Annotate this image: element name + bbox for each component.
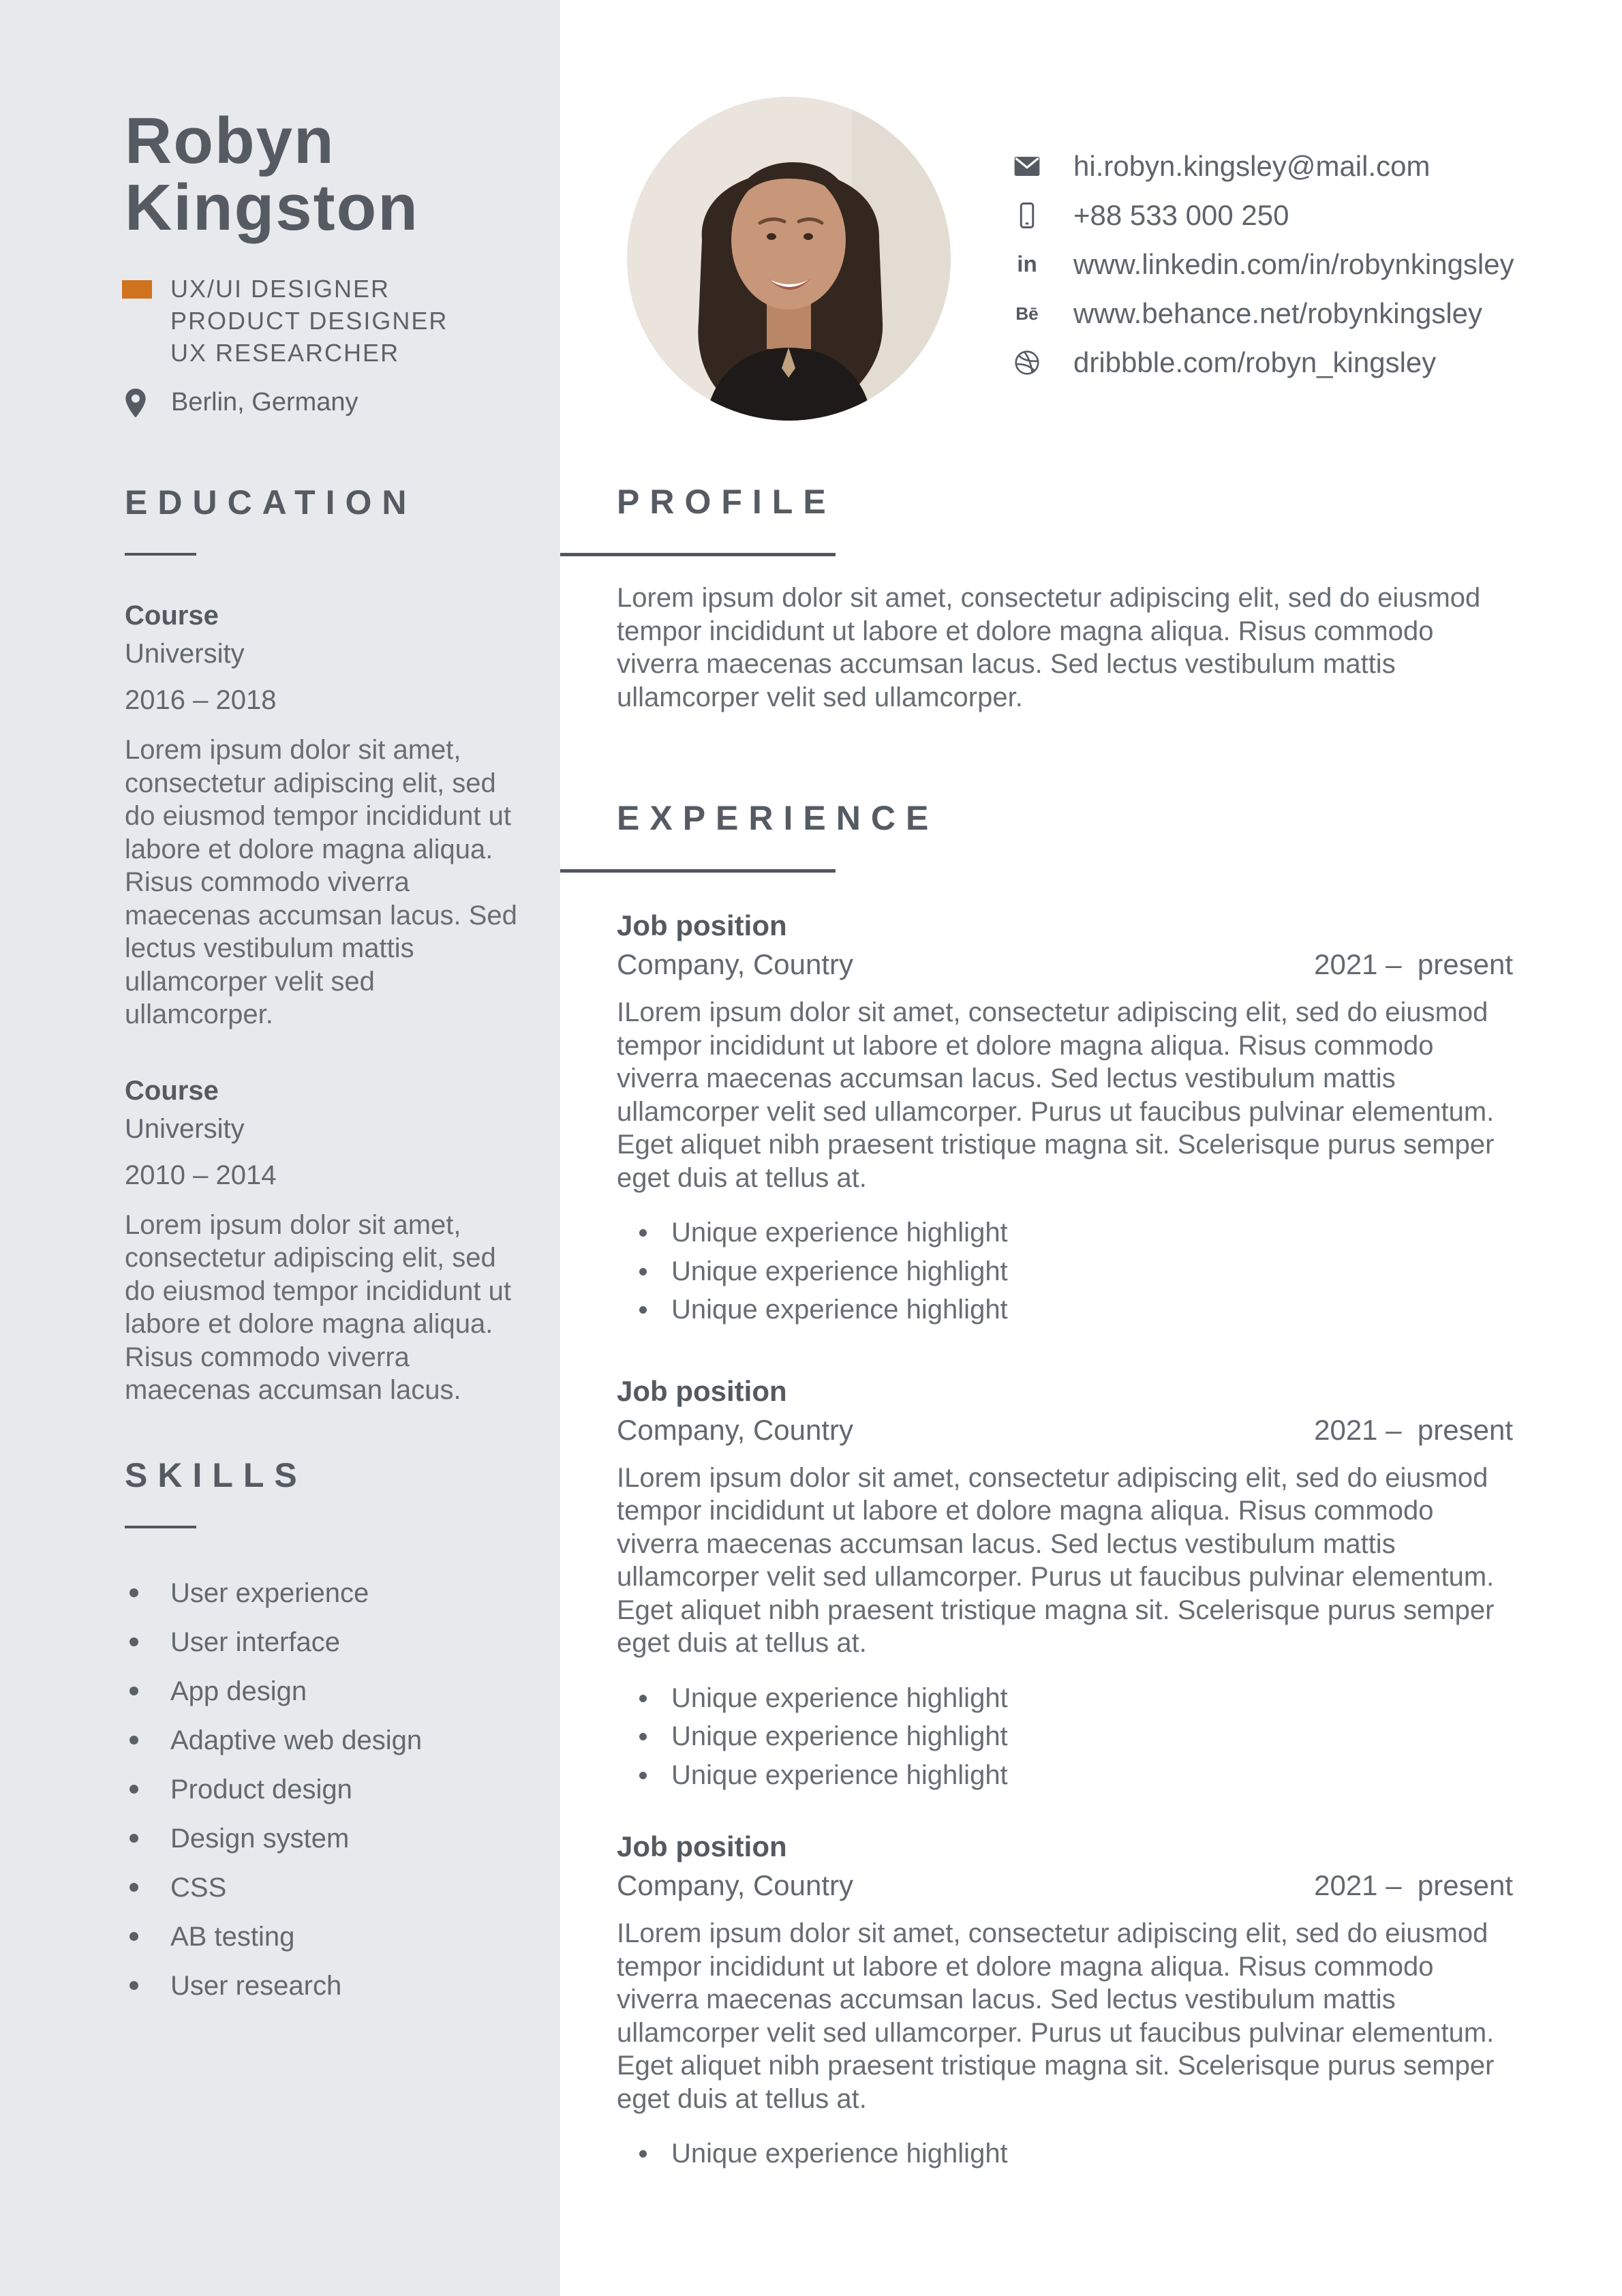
education-course: Course	[125, 601, 219, 631]
skill-item: App design	[125, 1675, 521, 1708]
job-title-line: UX/UI DESIGNER	[170, 275, 391, 303]
job-highlight: Unique experience highlight	[617, 1255, 1513, 1288]
job-highlight: Unique experience highlight	[617, 1720, 1513, 1753]
skill-item: Adaptive web design	[125, 1724, 521, 1757]
skill-item: User experience	[125, 1577, 521, 1610]
linkedin-icon	[1011, 250, 1043, 280]
job-company: Company, Country	[617, 1869, 854, 1901]
education-school: University	[125, 1113, 245, 1144]
job-dates: 2021 – present	[1314, 1869, 1513, 1901]
job-dates: 2021 – present	[1314, 948, 1513, 980]
dribbble-icon	[1011, 348, 1043, 378]
education-section	[125, 485, 521, 1407]
experience-heading-rule	[560, 869, 836, 873]
job-meta	[617, 948, 1513, 982]
education-heading: EDUCATION	[125, 483, 417, 522]
contact-row-linkedin	[1011, 249, 1514, 280]
accent-square-icon	[122, 280, 152, 299]
profile-heading-rule	[560, 553, 836, 556]
person-name	[125, 104, 521, 244]
education-dates: 2016 – 2018	[125, 685, 277, 715]
job-highlights	[617, 1682, 1513, 1792]
job-title-line: UX RESEARCHER	[170, 339, 400, 367]
linkedin-text[interactable]: www.linkedin.com/in/robynkingsley	[1073, 248, 1514, 280]
education-dates: 2010 – 2014	[125, 1160, 277, 1190]
experience-section	[617, 801, 1513, 2171]
profile-photo	[627, 97, 951, 421]
job-dates: 2021 – present	[1314, 1413, 1513, 1446]
education-description: Lorem ipsum dolor sit amet, consectetur adipiscing elit, sed do eiusmod tempor incididunt ut labore et dolore magna aliqua. Risus commodo viverra maecenas accumsan lacus. Sed lectus vestibulum mattis ullamcorper velit sed ullamcorper.	[125, 735, 517, 1029]
job-titles	[125, 273, 521, 369]
education-heading-rule	[125, 553, 196, 556]
location	[125, 388, 521, 417]
job-highlight: Unique experience highlight	[617, 1682, 1513, 1715]
phone-icon	[1011, 200, 1043, 230]
job-meta	[617, 1869, 1513, 1903]
phone-text[interactable]: +88 533 000 250	[1073, 199, 1289, 231]
behance-text[interactable]: www.behance.net/robynkingsley	[1073, 297, 1483, 329]
education-description: Lorem ipsum dolor sit amet, consectetur adipiscing elit, sed do eiusmod tempor incididunt ut labore et dolore magna aliqua. Risus commodo viverra maecenas accumsan lacus.	[125, 1209, 511, 1405]
header	[617, 0, 1513, 421]
contact-row-dribbble	[1011, 347, 1514, 378]
job-title-line: PRODUCT DESIGNER	[170, 307, 448, 335]
profile-photo-illustration	[627, 97, 951, 421]
contact-row-behance	[1011, 298, 1514, 329]
svg-text:in: in	[1017, 252, 1037, 277]
job-description: ILorem ipsum dolor sit amet, consectetur adipiscing elit, sed do eiusmod tempor incididunt ut labore et dolore magna aliqua. Risus commodo viverra maecenas accumsan lacus. Sed lectus vestibulum mattis ullamcorper velit sed ullamcorper. Purus ut faucibus pulvinar elementum. Eget aliquet nibh praesent tristique magna sit. Scelerisque purus semper eget duis at tellus at.	[617, 1918, 1495, 2114]
skills-heading-rule	[125, 1526, 196, 1528]
job-highlight: Unique experience highlight	[617, 1216, 1513, 1250]
job-company: Company, Country	[617, 948, 854, 980]
job-meta	[617, 1413, 1513, 1447]
contact-row-phone	[1011, 200, 1514, 231]
skill-item: Product design	[125, 1773, 521, 1806]
main-column	[560, 0, 1622, 2296]
experience-heading: EXPERIENCE	[617, 799, 939, 837]
skill-item: CSS	[125, 1871, 521, 1904]
job-entry	[617, 909, 1513, 1327]
job-highlight: Unique experience highlight	[617, 1759, 1513, 1792]
job-position-title: Job position	[617, 1830, 787, 1862]
job-position-title: Job position	[617, 1374, 787, 1407]
skills-list	[125, 1577, 521, 2002]
skills-heading: SKILLS	[125, 1455, 307, 1494]
job-description: ILorem ipsum dolor sit amet, consectetur adipiscing elit, sed do eiusmod tempor incididunt ut labore et dolore magna aliqua. Risus commodo viverra maecenas accumsan lacus. Sed lectus vestibulum mattis ullamcorper velit sed ullamcorper. Purus ut faucibus pulvinar elementum. Eget aliquet nibh praesent tristique magna sit. Scelerisque purus semper eget duis at tellus at.	[617, 997, 1495, 1193]
skill-item: User research	[125, 1969, 521, 2002]
education-school: University	[125, 639, 245, 669]
job-description: ILorem ipsum dolor sit amet, consectetur adipiscing elit, sed do eiusmod tempor incididunt ut labore et dolore magna aliqua. Risus commodo viverra maecenas accumsan lacus. Sed lectus vestibulum mattis ullamcorper velit sed ullamcorper. Purus ut faucibus pulvinar elementum. Eget aliquet nibh praesent tristique magna sit. Scelerisque purus semper eget duis at tellus at.	[617, 1462, 1495, 1658]
job-highlights	[617, 1216, 1513, 1327]
job-highlight: Unique experience highlight	[617, 1293, 1513, 1327]
skill-item: User interface	[125, 1626, 521, 1659]
profile-heading: PROFILE	[617, 483, 836, 521]
dribbble-text[interactable]: dribbble.com/robyn_kingsley	[1073, 346, 1437, 378]
profile-section	[617, 485, 1513, 714]
job-entry	[617, 1374, 1513, 1792]
job-highlights	[617, 2137, 1513, 2171]
person-last-name: Kingston	[125, 171, 419, 244]
behance-icon	[1011, 299, 1043, 329]
location-text: Berlin, Germany	[171, 388, 358, 417]
location-pin-icon	[125, 389, 147, 417]
education-course: Course	[125, 1075, 219, 1106]
job-entry	[617, 1830, 1513, 2171]
sidebar	[0, 0, 560, 2296]
skills-section	[125, 1455, 521, 2002]
education-item	[125, 1074, 521, 1407]
job-position-title: Job position	[617, 909, 787, 941]
email-text[interactable]: hi.robyn.kingsley@mail.com	[1073, 150, 1430, 182]
job-company: Company, Country	[617, 1413, 854, 1446]
contact-list	[1011, 151, 1514, 421]
contact-row-email	[1011, 151, 1514, 182]
person-first-name: Robyn	[125, 104, 335, 177]
skill-item: AB testing	[125, 1920, 521, 1953]
email-icon	[1011, 151, 1043, 181]
job-highlight: Unique experience highlight	[617, 2137, 1513, 2171]
skill-item: Design system	[125, 1822, 521, 1855]
profile-text: Lorem ipsum dolor sit amet, consectetur adipiscing elit, sed do eiusmod tempor incididunt ut labore et dolore magna aliqua. Risus commodo viverra maecenas accumsan lacus. Sed lectus vestibulum mattis ullamcorper velit sed ullamcorper.	[617, 583, 1481, 712]
education-item	[125, 599, 521, 1031]
svg-text:Bē: Bē	[1015, 303, 1039, 324]
